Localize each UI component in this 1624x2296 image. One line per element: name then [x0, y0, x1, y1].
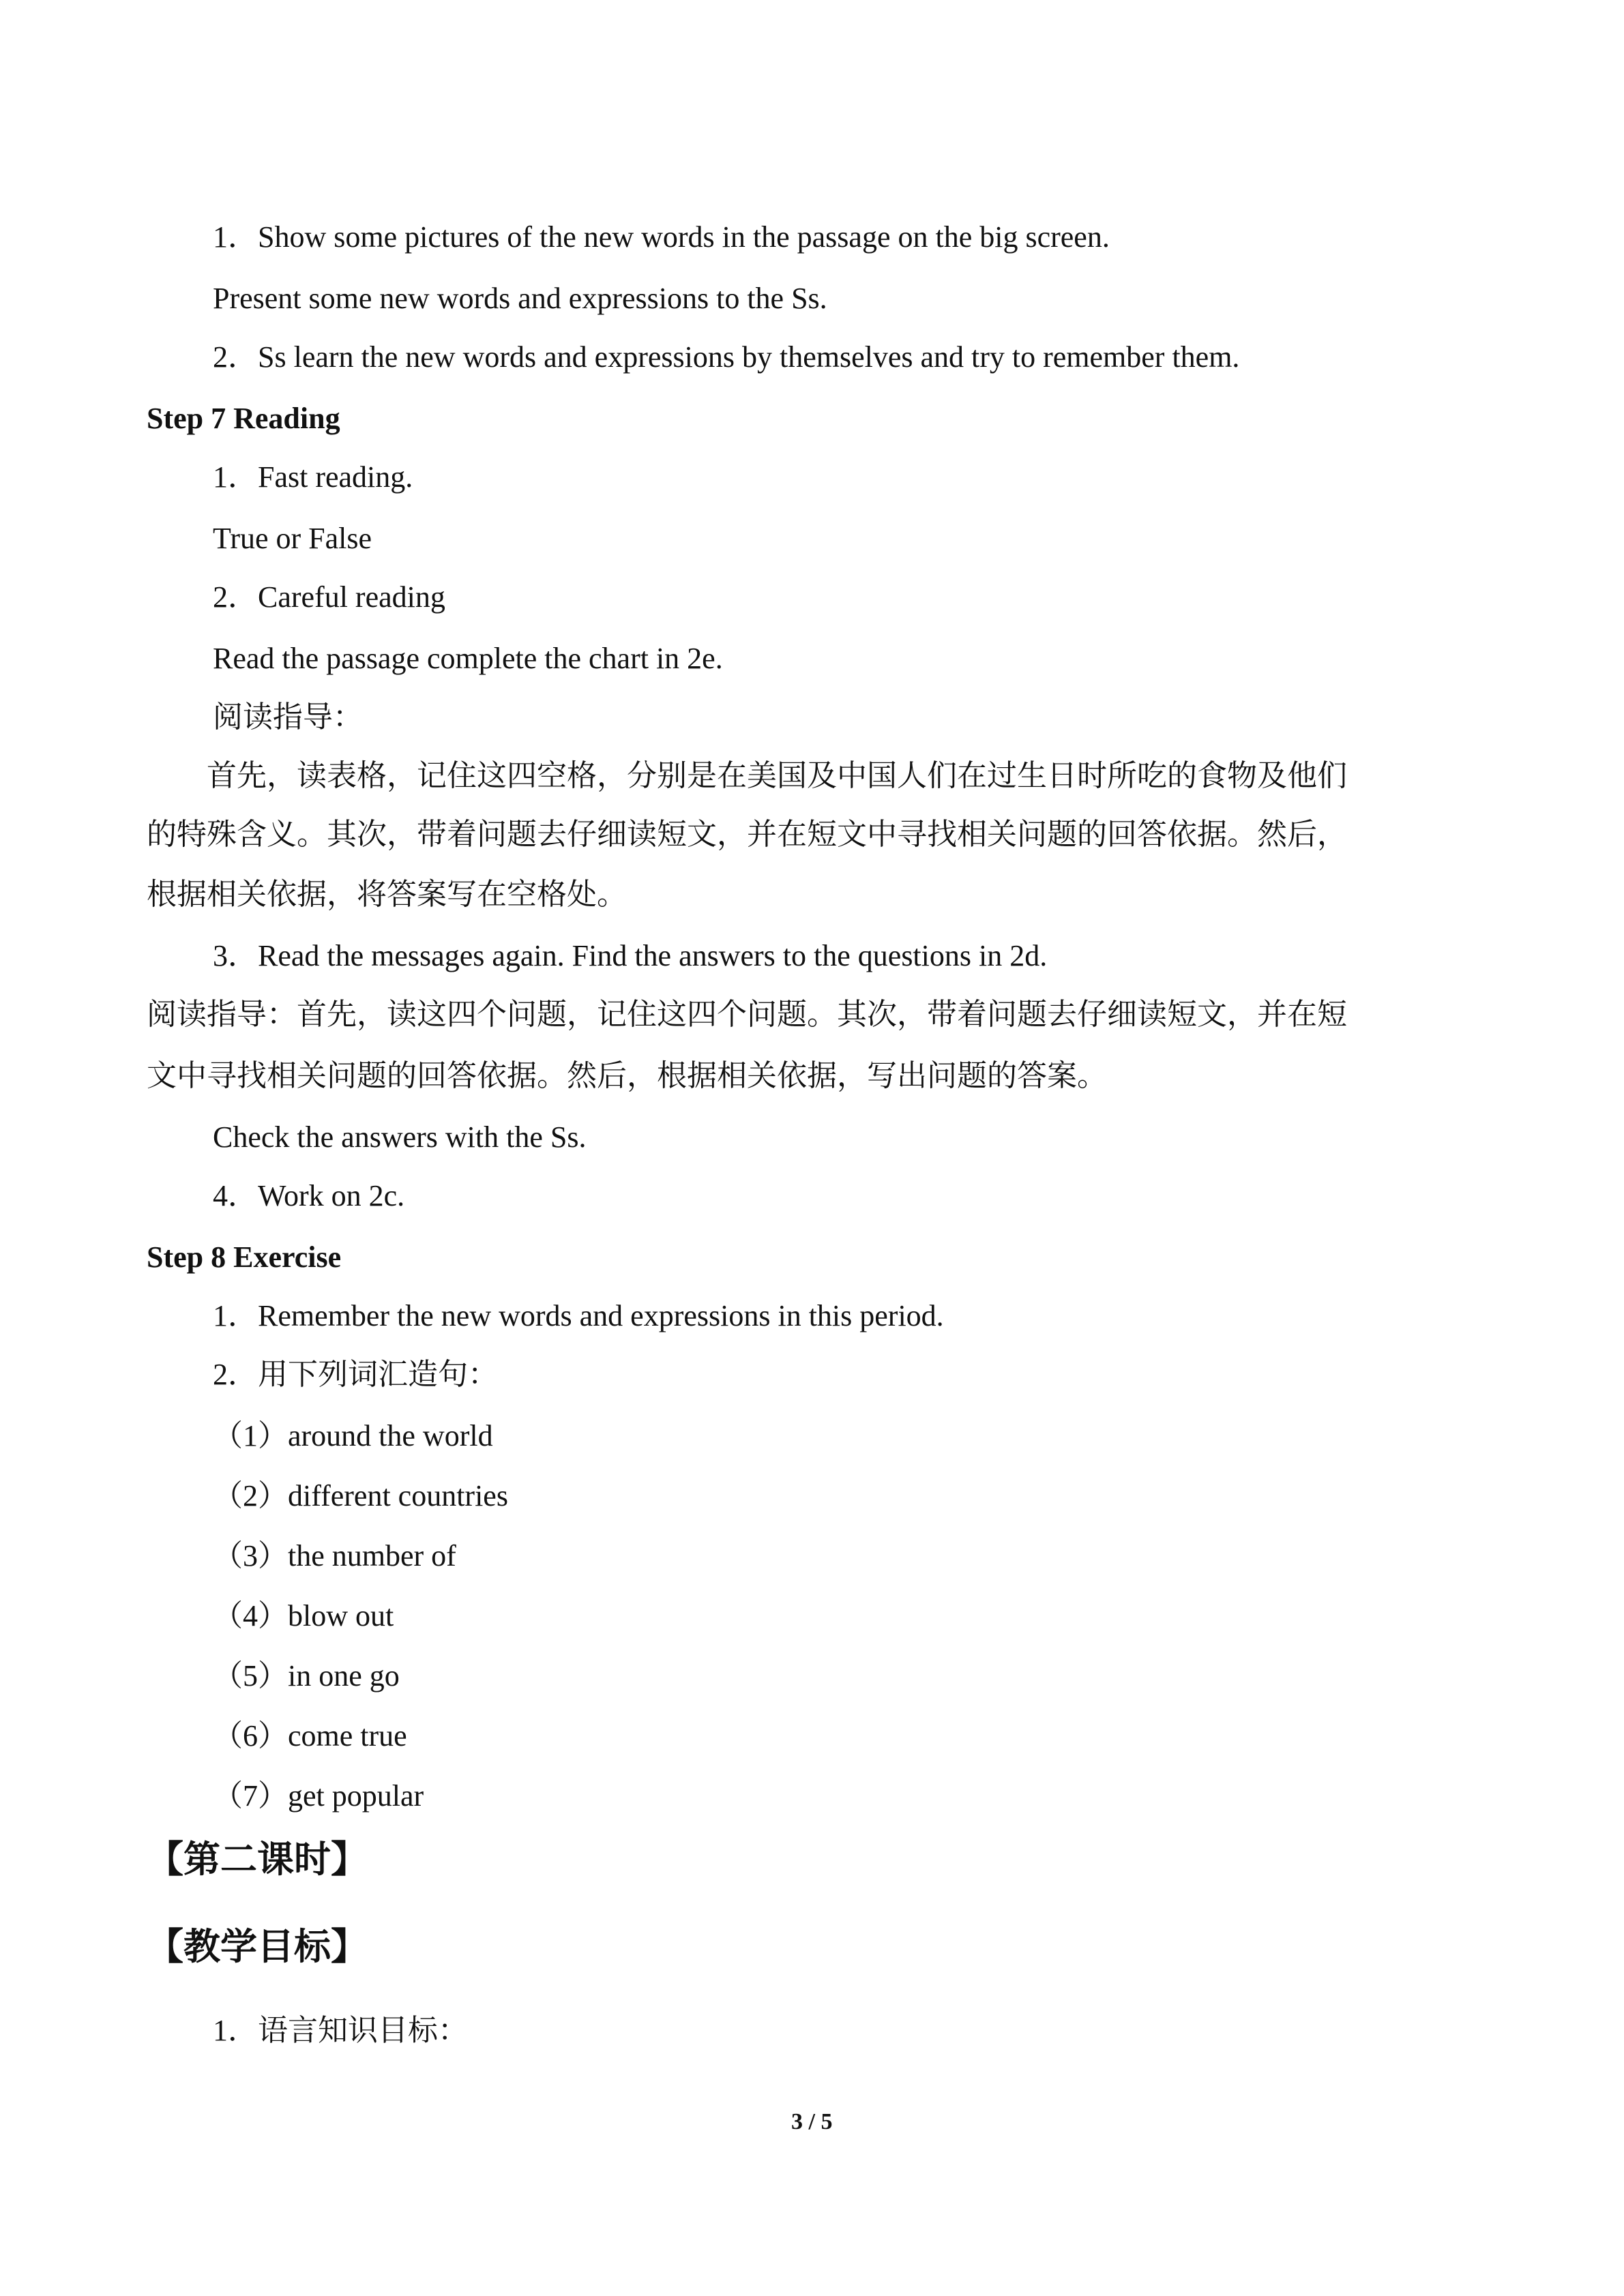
paragraph-line: 文中寻找相关问题的回答依据。然后，根据相关依据，写出问题的答案。 — [147, 1059, 1107, 1092]
list-item: （1）around the world — [213, 1419, 493, 1452]
section-title: 【第二课时】 — [147, 1838, 368, 1881]
paragraph-line: 阅读指导：首先，读这四个问题，记住这四个问题。其次，带着问题去仔细读短文，并在短 — [147, 998, 1347, 1031]
paragraph-line: 根据相关依据，将答案写在空格处。 — [147, 878, 627, 911]
list-item: （6）come true — [213, 1719, 407, 1753]
paragraph-line: 的特殊含义。其次，带着问题去仔细读短文，并在短文中寻找相关问题的回答依据。然后， — [147, 818, 1347, 851]
list-item: （7）get popular — [213, 1779, 424, 1813]
paragraph-line: 1．Remember the new words and expressions in this period. — [213, 1299, 944, 1332]
paragraph-line: 2．用下列词汇造句： — [213, 1358, 498, 1391]
paragraph-line: 1．语言知识目标： — [213, 2014, 468, 2047]
list-item: （2）different countries — [213, 1479, 508, 1512]
list-item: （3）the number of — [213, 1539, 456, 1572]
paragraph-line: 首先，读表格，记住这四空格，分别是在美国及中国人们在过生日时所吃的食物及他们 — [207, 759, 1347, 792]
paragraph-line: 1．Fast reading. — [213, 460, 413, 494]
paragraph-line: Check the answers with the Ss. — [213, 1120, 587, 1154]
list-item: （4）blow out — [213, 1599, 394, 1632]
paragraph-line: True or False — [213, 522, 372, 555]
paragraph-line: Read the passage complete the chart in 2e. — [213, 642, 723, 675]
list-item: （5）in one go — [213, 1659, 400, 1693]
paragraph-line: Present some new words and expressions to the Ss. — [213, 282, 827, 315]
section-title: 【教学目标】 — [147, 1925, 368, 1968]
page-number: 3 / 5 — [791, 2109, 833, 2134]
paragraph-line: 3．Read the messages again. Find the answers to the questions in 2d. — [213, 939, 1048, 972]
step-heading: Step 7 Reading — [147, 402, 340, 435]
paragraph-line: 2．Ss learn the new words and expressions by themselves and try to remember them. — [213, 340, 1240, 374]
paragraph-line: 阅读指导： — [213, 700, 363, 734]
step-heading: Step 8 Exercise — [147, 1240, 342, 1274]
paragraph-line: 2．Careful reading — [213, 580, 445, 614]
paragraph-line: 4．Work on 2c. — [213, 1179, 405, 1212]
paragraph-line: 1．Show some pictures of the new words in the passage on the big screen. — [213, 220, 1110, 254]
